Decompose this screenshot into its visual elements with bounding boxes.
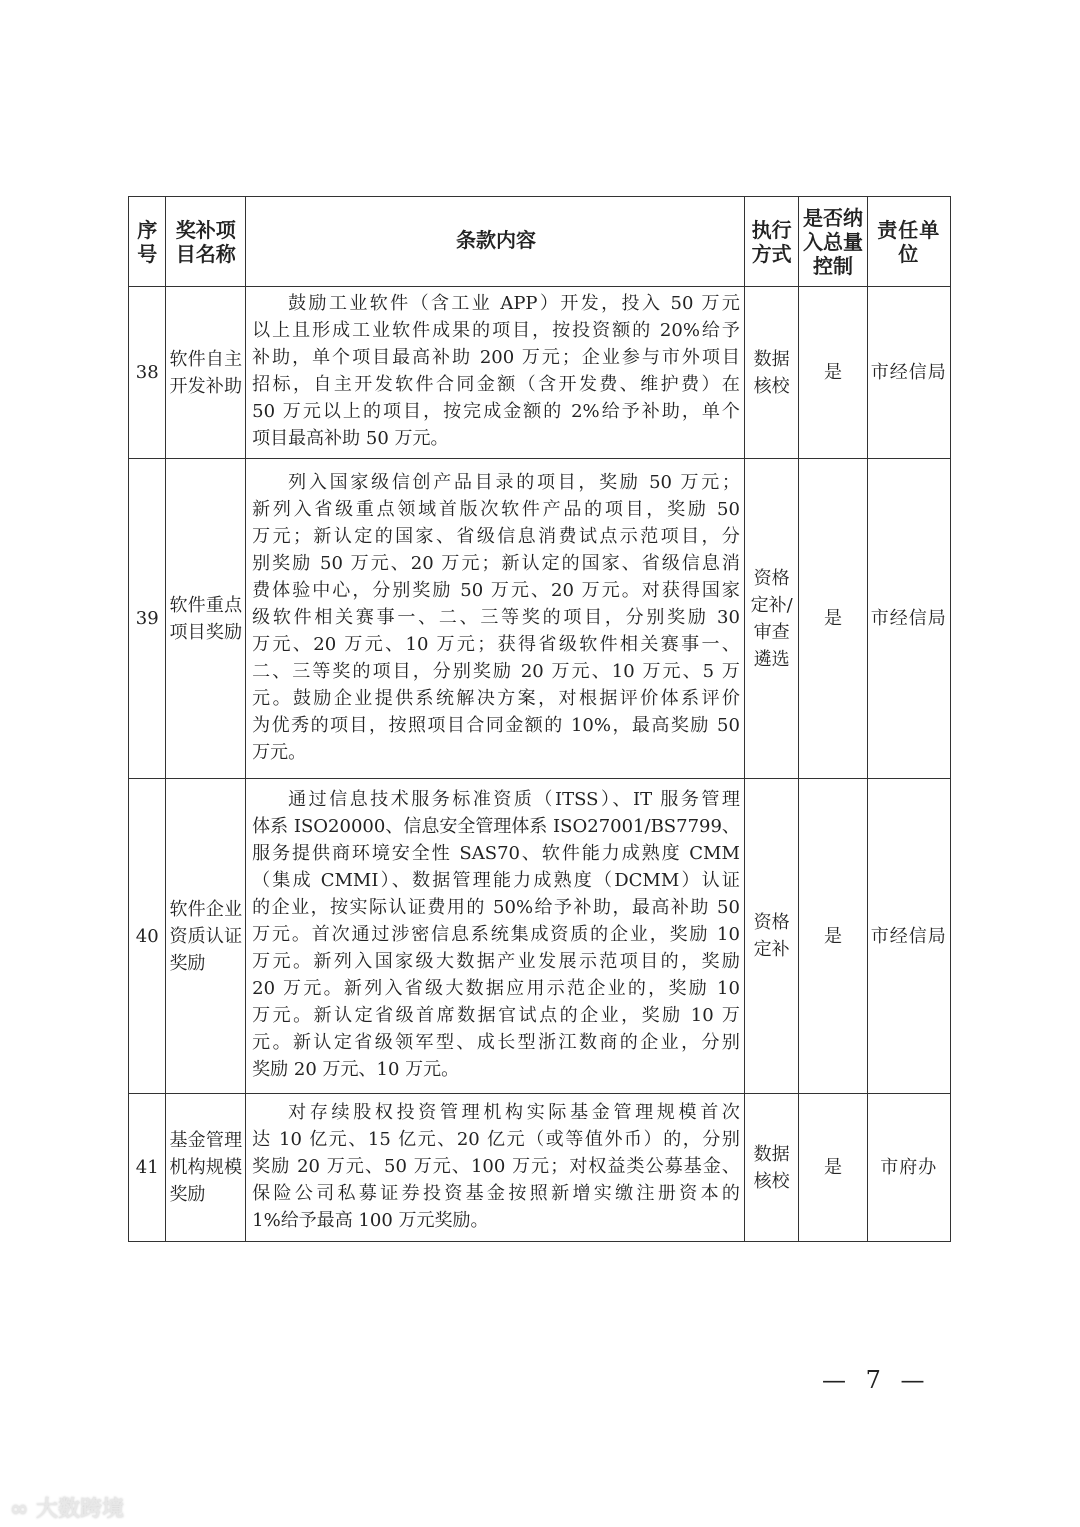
clause-line: 级软件相关赛事一、二、三等奖的项目，分别奖励 30 (252, 606, 740, 628)
clause-line: 别奖励 50 万元、20 万元；新认定的国家、省级信息消 (252, 552, 740, 574)
clause-line: 奖励 20 万元、10 万元。 (252, 1059, 460, 1080)
responsible-unit: 市府办 (867, 1094, 950, 1242)
table-body (129, 287, 951, 1242)
project-name-line: 项目奖励 (169, 621, 243, 643)
header-exec (744, 197, 798, 287)
project-name-line: 软件重点 (169, 594, 243, 616)
project-name (166, 287, 246, 459)
incentive-table (128, 196, 951, 1242)
clause-line: 的企业，按实际认证费用的 50%给予补助，最高补助 50 (252, 897, 740, 918)
clause-line: 补助，单个项目最高补助 200 万元；企业参与市外项目 (252, 347, 740, 368)
clause-line: 达 10 亿元、15 亿元、20 亿元（或等值外币）的，分别 (252, 1128, 740, 1150)
responsible-unit: 市经信局 (867, 287, 950, 459)
header-line: 是否纳 (802, 205, 863, 230)
clause-line: 费体验中心，分别奖励 50 万元、20 万元。对获得国家 (252, 579, 740, 601)
header-name (166, 197, 246, 287)
clause-line: 项目最高补助 50 万元。 (252, 428, 449, 449)
clause-line: 以上且形成工业软件成果的项目，按投资额的 20%给予 (252, 320, 740, 341)
clause-line: 新列入省级重点领域首版次软件产品的项目，奖励 50 (252, 498, 740, 520)
execution-line: 定补/ (750, 594, 793, 616)
execution-method (744, 1094, 798, 1242)
clause-line: 二、三等奖的项目，分别奖励 20 万元、10 万元、5 万 (252, 660, 740, 682)
table-row (129, 779, 951, 1094)
clause-line: 保险公司私募证券投资基金按照新增实缴注册资本的 (252, 1182, 740, 1204)
clause-line: 对存续股权投资管理机构实际基金管理规模首次 (288, 1101, 740, 1123)
clause-line: 体系 ISO20000、信息安全管理体系 ISO27001/BS7799、 (252, 816, 740, 837)
header-line: 控制 (812, 253, 853, 278)
clause-line: 1%给予最高 100 万元奖励。 (252, 1209, 489, 1231)
execution-line: 数据 (753, 1143, 790, 1165)
page-number: — 7 — (822, 1366, 931, 1394)
responsible-unit: 市经信局 (867, 779, 950, 1094)
clause-line: 50 万元以上的项目，按完成金额的 2%给予补助，单个 (252, 401, 740, 422)
clause-content (246, 459, 745, 779)
clause-line: 元。鼓励企业提供系统解决方案，对根据评价体系评价 (252, 687, 740, 709)
project-name (166, 779, 246, 1094)
row-number: 38 (129, 287, 166, 459)
clause-line: 列入国家级信创产品目录的项目，奖励 50 万元； (288, 471, 740, 493)
table-row (129, 459, 951, 779)
total-control: 是 (799, 459, 867, 779)
project-name-line: 奖励 (169, 952, 206, 974)
project-name (166, 1094, 246, 1242)
project-name-line: 奖励 (169, 1184, 206, 1205)
header-line: 号 (137, 241, 158, 266)
watermark-logo: ∞ 大数跨境 (10, 1497, 125, 1522)
table-row (129, 287, 951, 459)
responsible-unit: 市经信局 (867, 459, 950, 779)
project-name-line: 基金管理 (169, 1130, 243, 1151)
clause-line: 万元、20 万元、10 万元；获得省级软件相关赛事一、 (252, 633, 740, 655)
clause-line: 服务提供商环境安全性 SAS70、软件能力成熟度 CMM (252, 843, 740, 864)
clause-line: （集成 CMMI）、数据管理能力成熟度（DCMM）认证 (252, 870, 740, 891)
clause-line: 元。新认定省级领军型、成长型浙江数商的企业，分别 (252, 1032, 740, 1053)
watermark-text: 大数跨境 (36, 1497, 125, 1522)
execution-line: 核校 (753, 375, 790, 397)
execution-line: 核校 (753, 1170, 790, 1192)
header-line: 序 (137, 217, 158, 242)
execution-method (744, 287, 798, 459)
execution-line: 数据 (753, 348, 790, 370)
total-control: 是 (799, 287, 867, 459)
clause-content (246, 779, 745, 1094)
header-line: 方式 (751, 241, 792, 266)
project-name-line: 资质认证 (169, 925, 243, 947)
total-control: 是 (799, 779, 867, 1094)
project-name-line: 机构规模 (169, 1157, 243, 1178)
execution-method (744, 779, 798, 1094)
total-control: 是 (799, 1094, 867, 1242)
clause-content (246, 287, 745, 459)
header-no (129, 197, 166, 287)
header-line: 目名称 (175, 241, 236, 266)
project-name-line: 软件自主 (169, 348, 243, 370)
execution-line: 资格 (753, 567, 790, 589)
execution-method (744, 459, 798, 779)
execution-line: 审查 (753, 621, 790, 643)
execution-line: 定补 (753, 939, 790, 960)
header-unit: 责任单位 (867, 197, 950, 287)
clause-content (246, 1094, 745, 1242)
row-number: 39 (129, 459, 166, 779)
table-header-row (129, 197, 951, 287)
clause-line: 招标，自主开发软件合同金额（含开发费、维护费）在 (252, 374, 740, 395)
clause-line: 万元。新列入国家级大数据产业发展示范项目的，奖励 (252, 951, 740, 972)
execution-line: 资格 (753, 912, 790, 933)
clause-line: 万元。 (252, 741, 307, 763)
project-name (166, 459, 246, 779)
clause-line: 万元；新认定的国家、省级信息消费试点示范项目，分 (252, 525, 740, 547)
row-number: 41 (129, 1094, 166, 1242)
header-content: 条款内容 (246, 197, 745, 287)
clause-line: 20 万元。新列入省级大数据应用示范企业的，奖励 10 (252, 978, 740, 999)
clause-line: 万元。新认定省级首席数据官试点的企业，奖励 10 万 (252, 1005, 740, 1026)
clause-line: 万元。首次通过涉密信息系统集成资质的企业，奖励 10 (252, 924, 740, 945)
clause-line: 通过信息技术服务标准资质（ITSS）、IT 服务管理 (288, 789, 740, 810)
project-name-line: 软件企业 (169, 898, 243, 920)
header-total (799, 197, 867, 287)
row-number: 40 (129, 779, 166, 1094)
project-name-line: 开发补助 (169, 375, 243, 397)
header-line: 奖补项 (175, 217, 236, 242)
clause-line: 鼓励工业软件（含工业 APP）开发，投入 50 万元 (288, 293, 740, 314)
table-row (129, 1094, 951, 1242)
header-line: 执行 (751, 217, 792, 242)
header-line: 入总量 (802, 229, 863, 254)
clause-line: 为优秀的项目，按照项目合同金额的 10%，最高奖励 50 (252, 714, 740, 736)
execution-line: 遴选 (753, 648, 790, 670)
clause-line: 奖励 20 万元、50 万元、100 万元；对权益类公募基金、 (252, 1155, 740, 1177)
